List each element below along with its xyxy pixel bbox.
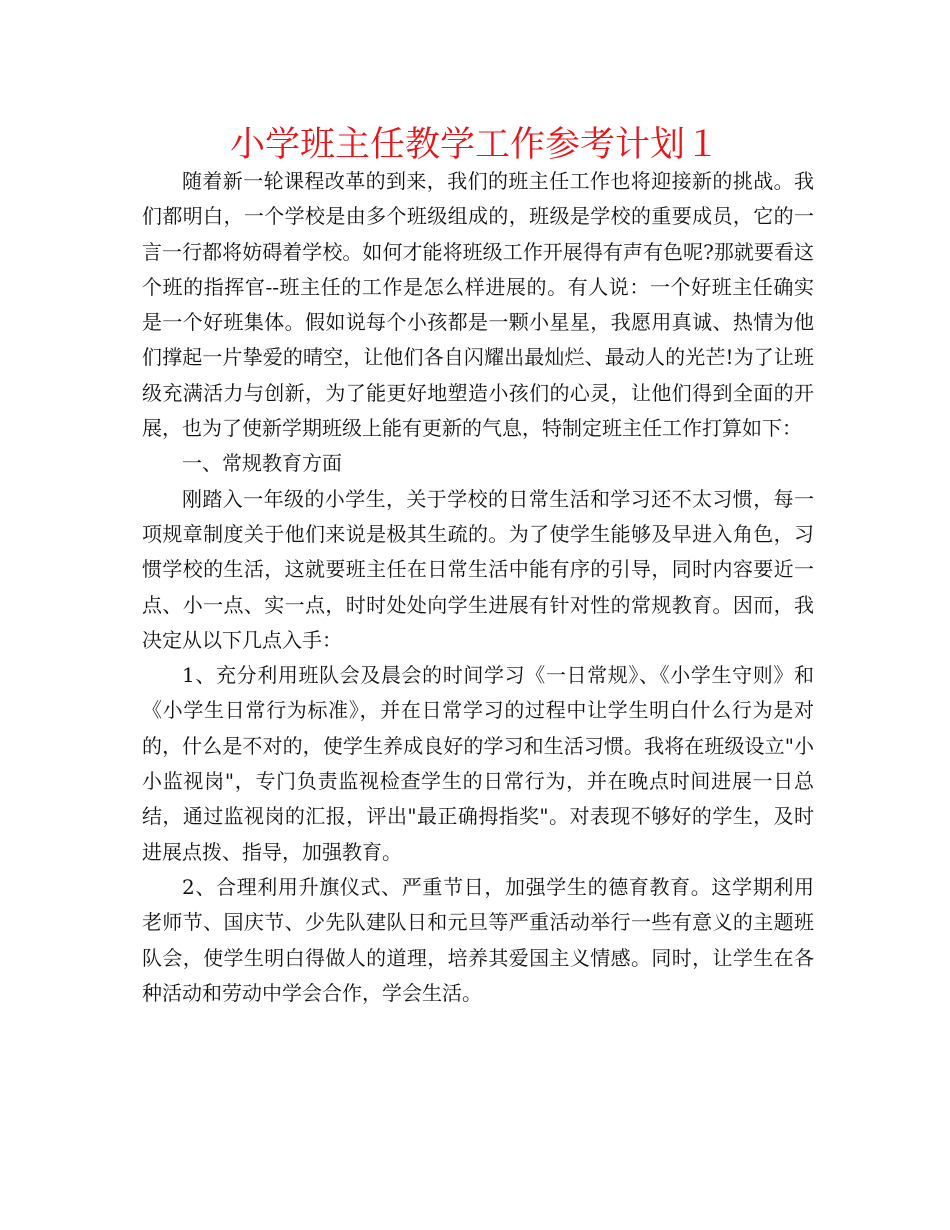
paragraph-item-2: 2、合理利用升旗仪式、严重节日，加强学生的德育教育。这学期利用老师节、国庆节、少先队建队日和元旦等严重活动举行一些有意义的主题班队会，使学生明白得做人的道理，培养其爱国主义情感。同时，让学生在各种活动和劳动中学会合作，学会生活。 [142,874,814,1005]
paragraph-intro: 随着新一轮课程改革的到来，我们的班主任工作也将迎接新的挑战。我们都明白，一个学校是由多个班级组成的，班级是学校的重要成员，它的一言一行都将妨碍着学校。如何才能将班级工作开展得有声有色呢?那就要看这个班的指挥官--班主任的工作是怎么样进展的。有人说：一个好班主任确实是一个好班集体。假如说每个小孩都是一颗小星星，我愿用真诚、热情为他们撑起一片挚爱的晴空，让他们各自闪耀出最灿烂、最动人的光芒!为了让班级充满活力与创新，为了能更好地塑造小孩们的心灵，让他们得到全面的开展，也为了使新学期班级上能有更新的气息，特制定班主任工作打算如下： [142,169,814,441]
document-title: 小学班主任教学工作参考计划１ [229,125,720,165]
document-body [142,164,814,1011]
paragraph-routine-overview: 刚踏入一年级的小学生，关于学校的日常生活和学习还不太习惯，每一项规章制度关于他们来说是极其生疏的。为了使学生能够及早进入角色，习惯学校的生活，这就要班主任在日常生活中能有序的引导，同时内容要近一点、小一点、实一点，时时处处向学生进展有针对性的常规教育。因而，我决定从以下几点入手： [142,486,814,652]
paragraph-item-1: 1、充分利用班队会及晨会的时间学习《一日常规》、《小学生守则》和《小学生日常行为标准》，并在日常学习的过程中让学生明白什么行为是对的，什么是不对的，使学生养成良好的学习和生活习惯。我将在班级设立"小小监视岗"，专门负责监视检查学生的日常行为，并在晚点时间进展一日总结，通过监视岗的汇报，评出"最正确拇指奖"。对表现不够好的学生，及时进展点拨、指导，加强教育。 [142,663,814,864]
section-heading-routine-education: 一、常规教育方面 [182,451,342,476]
